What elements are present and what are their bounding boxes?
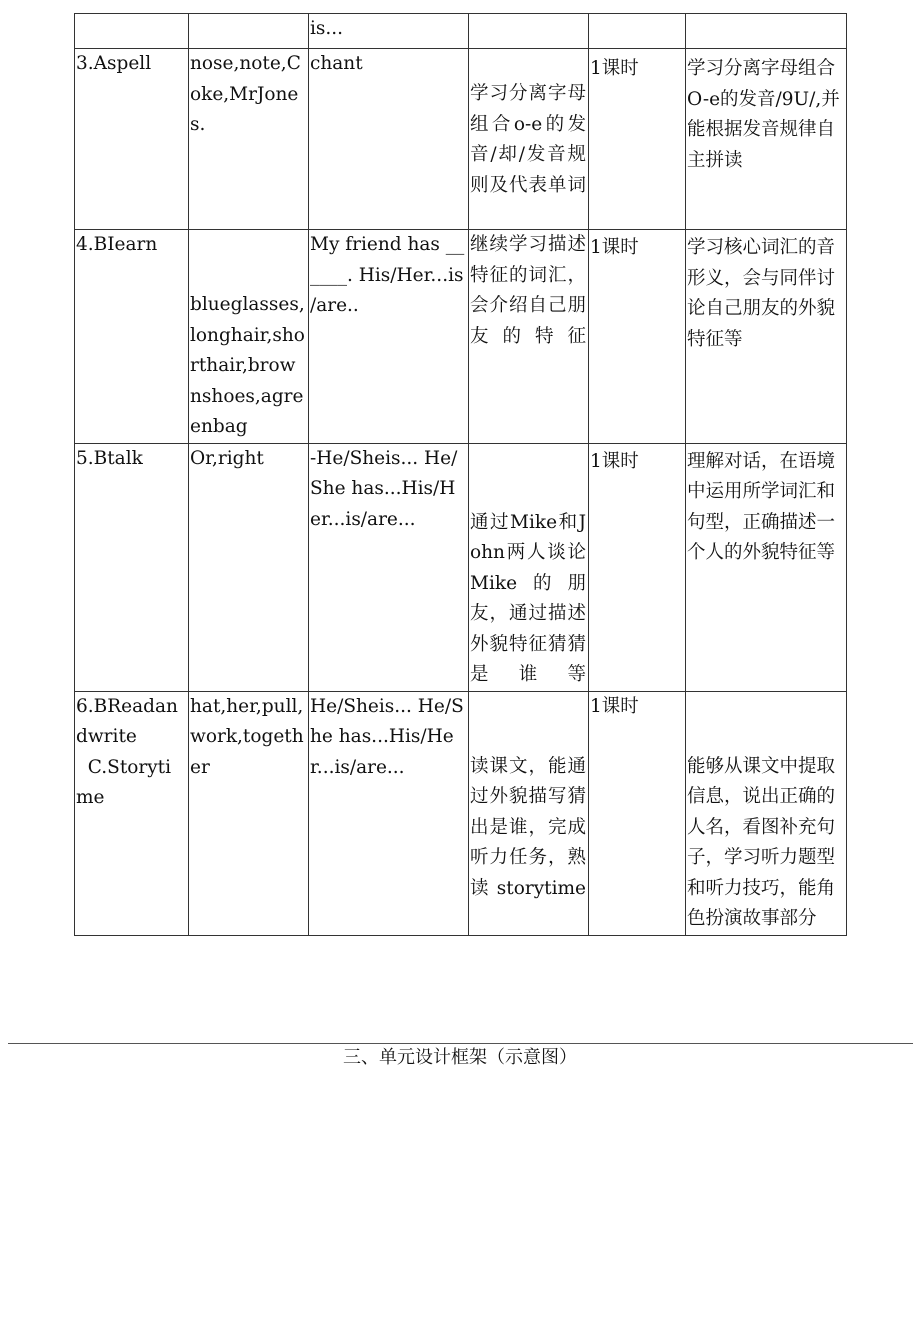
goal-cell: 通过Mike和John两人谈论Mike的朋友，通过描述外貌特征猜猜是谁等: [469, 443, 589, 691]
objective-cell: 学习分离字母组合O-e的发音/9U/,并能根据发音规律自主拼读: [686, 49, 847, 230]
sentences-cell: chant: [309, 49, 469, 230]
goal-cell: [469, 14, 589, 49]
goal-cell: 继续学习描述特征的词汇，会介绍自己朋友的特征: [469, 230, 589, 444]
sentences-cell: My friend has ______. His/Her...is∕are..: [309, 230, 469, 444]
section-heading: 三、单元设计框架（示意图）: [343, 1047, 577, 1068]
table-row: [75, 230, 847, 444]
lesson-cell: 3.Aspell: [75, 49, 189, 230]
table-row: [75, 49, 847, 230]
hours-cell: [589, 14, 686, 49]
objective-cell: 理解对话，在语境中运用所学词汇和句型，正确描述一个人的外貌特征等: [686, 443, 847, 691]
vocabulary-cell: blueglasses,longhair,shorthair,brownshoes,agreenbag: [189, 230, 309, 444]
lesson-plan-table: [74, 13, 847, 936]
sentences-cell: -He/Sheis... He/She has...His∕Her...is/are...: [309, 443, 469, 691]
objective-cell: 学习核心词汇的音形义，会与同伴讨论自己朋友的外貌特征等: [686, 230, 847, 444]
hours-cell: 1课时: [589, 49, 686, 230]
hours-cell: 1课时: [589, 443, 686, 691]
table-row: [75, 14, 847, 49]
vocabulary-cell: [189, 14, 309, 49]
lesson-cell: 4.BIearn: [75, 230, 189, 444]
vocabulary-cell: hat,her,pull,work,together: [189, 691, 309, 935]
goal-cell: 学习分离字母组合o-e的发音/却/发音规则及代表单词: [469, 49, 589, 230]
table-row: [75, 691, 847, 935]
section-divider: [8, 1043, 913, 1044]
sentences-cell: He/Sheis... He/She has...His∕Her...is/are...: [309, 691, 469, 935]
lesson-cell: 6.BReadandwrite C.Storytime: [75, 691, 189, 935]
lesson-cell: 5.Btalk: [75, 443, 189, 691]
table-row: [75, 443, 847, 691]
objective-cell: 能够从课文中提取信息，说出正确的人名，看图补充句子，学习听力题型和听力技巧，能角色扮演故事部分: [686, 691, 847, 935]
goal-cell: 读课文，能通过外貌描写猜出是谁，完成听力任务，熟 读storytime: [469, 691, 589, 935]
objective-cell: [686, 14, 847, 49]
vocabulary-cell: Or,right: [189, 443, 309, 691]
vocabulary-cell: nose,note,Coke,MrJones.: [189, 49, 309, 230]
lesson-cell: [75, 14, 189, 49]
hours-cell: 1课时: [589, 691, 686, 935]
hours-cell: 1课时: [589, 230, 686, 444]
sentences-cell: is...: [309, 14, 469, 49]
